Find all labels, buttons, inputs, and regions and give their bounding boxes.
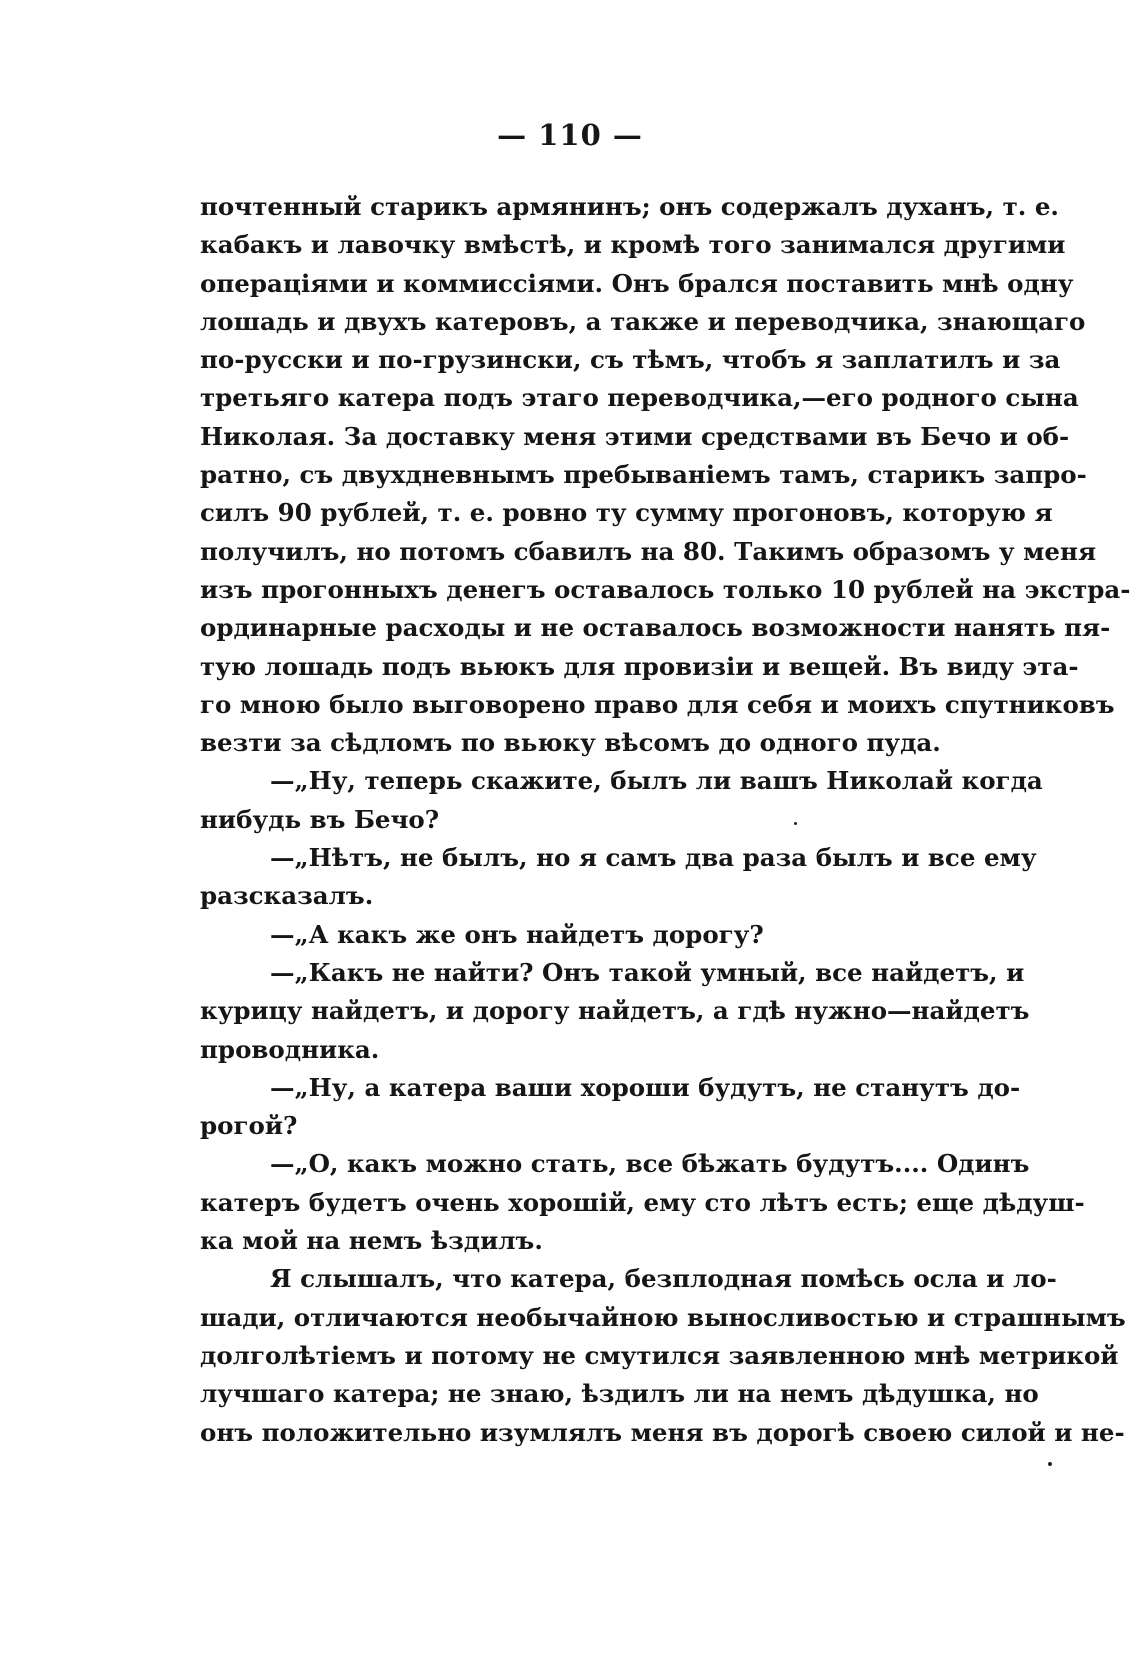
- text-line: курицу найдетъ, и дорогу найдетъ, а гдѣ нужно—найдетъ: [200, 996, 1030, 1026]
- page-number: — 110 —: [497, 118, 643, 152]
- paragraph-start-line: Я слышалъ, что катера, безплодная помѣсь осла и ло-: [270, 1264, 1057, 1294]
- text-line: лошадь и двухъ катеровъ, а также и переводчика, знающаго: [200, 306, 1086, 336]
- text-line: получилъ, но потомъ сбавилъ на 80. Такимъ образомъ у меня: [200, 536, 1097, 566]
- text-line: третьяго катера подъ этаго переводчика,—его родного сына: [200, 383, 1079, 413]
- dialogue-line: —„О, какъ можно стать, все бѣжать будутъ.... Одинъ: [270, 1149, 1030, 1179]
- print-speck: [1048, 1462, 1052, 1466]
- text-line: операціями и коммиссіями. Онъ брался поставить мнѣ одну: [200, 268, 1074, 298]
- text-line: ординарные расходы и не оставалось возможности нанять пя-: [200, 613, 1111, 643]
- text-line: Николая. За доставку меня этими средствами въ Бечо и об-: [200, 421, 1070, 451]
- dialogue-line: —„Нѣтъ, не былъ, но я самъ два раза былъ и все ему: [270, 843, 1037, 873]
- text-line: везти за сѣдломъ по вьюку вѣсомъ до одного пуда.: [200, 728, 941, 758]
- text-line: онъ положительно изумлялъ меня въ дорогѣ своею силой и не-: [200, 1417, 1125, 1447]
- text-line: ка мой на немъ ѣздилъ.: [200, 1226, 543, 1256]
- text-line: лучшаго катера; не знаю, ѣздилъ ли на немъ дѣдушка, но: [200, 1379, 1039, 1409]
- text-line: шади, отличаются необычайною выносливостью и страшнымъ: [200, 1302, 1126, 1332]
- text-line: силъ 90 рублей, т. е. ровно ту сумму прогоновъ, которую я: [200, 498, 1053, 528]
- text-line: проводника.: [200, 1034, 380, 1064]
- dialogue-line: —„Какъ не найти? Онъ такой умный, все найдетъ, и: [270, 957, 1025, 987]
- body-text: [200, 188, 1131, 1452]
- text-line: изъ прогонныхъ денегъ оставалось только 10 рублей на экстра-: [200, 574, 1131, 604]
- dialogue-line: —„А какъ же онъ найдетъ дорогу?: [270, 919, 764, 949]
- dialogue-line: —„Ну, теперь скажите, былъ ли вашъ Николай когда: [270, 766, 1043, 796]
- text-line: разсказалъ.: [200, 881, 374, 911]
- text-line: долголѣтіемъ и потому не смутился заявленною мнѣ метрикой: [200, 1340, 1119, 1370]
- text-line: ратно, съ двухдневнымъ пребываніемъ тамъ, старикъ запро-: [200, 460, 1087, 490]
- text-line: рогой?: [200, 1111, 298, 1141]
- text-line: кабакъ и лавочку вмѣстѣ, и кромѣ того занимался другими: [200, 230, 1066, 260]
- text-line: по-русски и по-грузински, съ тѣмъ, чтобъ я заплатилъ и за: [200, 345, 1061, 375]
- dialogue-line: —„Ну, а катера ваши хороши будутъ, не станутъ до-: [270, 1072, 1021, 1102]
- text-line: тую лошадь подъ вьюкъ для провизіи и вещей. Въ виду эта-: [200, 651, 1079, 681]
- print-speck: [794, 822, 797, 825]
- text-line: го мною было выговорено право для себя и моихъ спутниковъ: [200, 689, 1115, 719]
- text-line: нибудь въ Бечо?: [200, 804, 440, 834]
- text-line: катеръ будетъ очень хорошій, ему сто лѣтъ есть; еще дѣдуш-: [200, 1187, 1085, 1217]
- text-line: почтенный старикъ армянинъ; онъ содержалъ духанъ, т. е.: [200, 192, 1059, 221]
